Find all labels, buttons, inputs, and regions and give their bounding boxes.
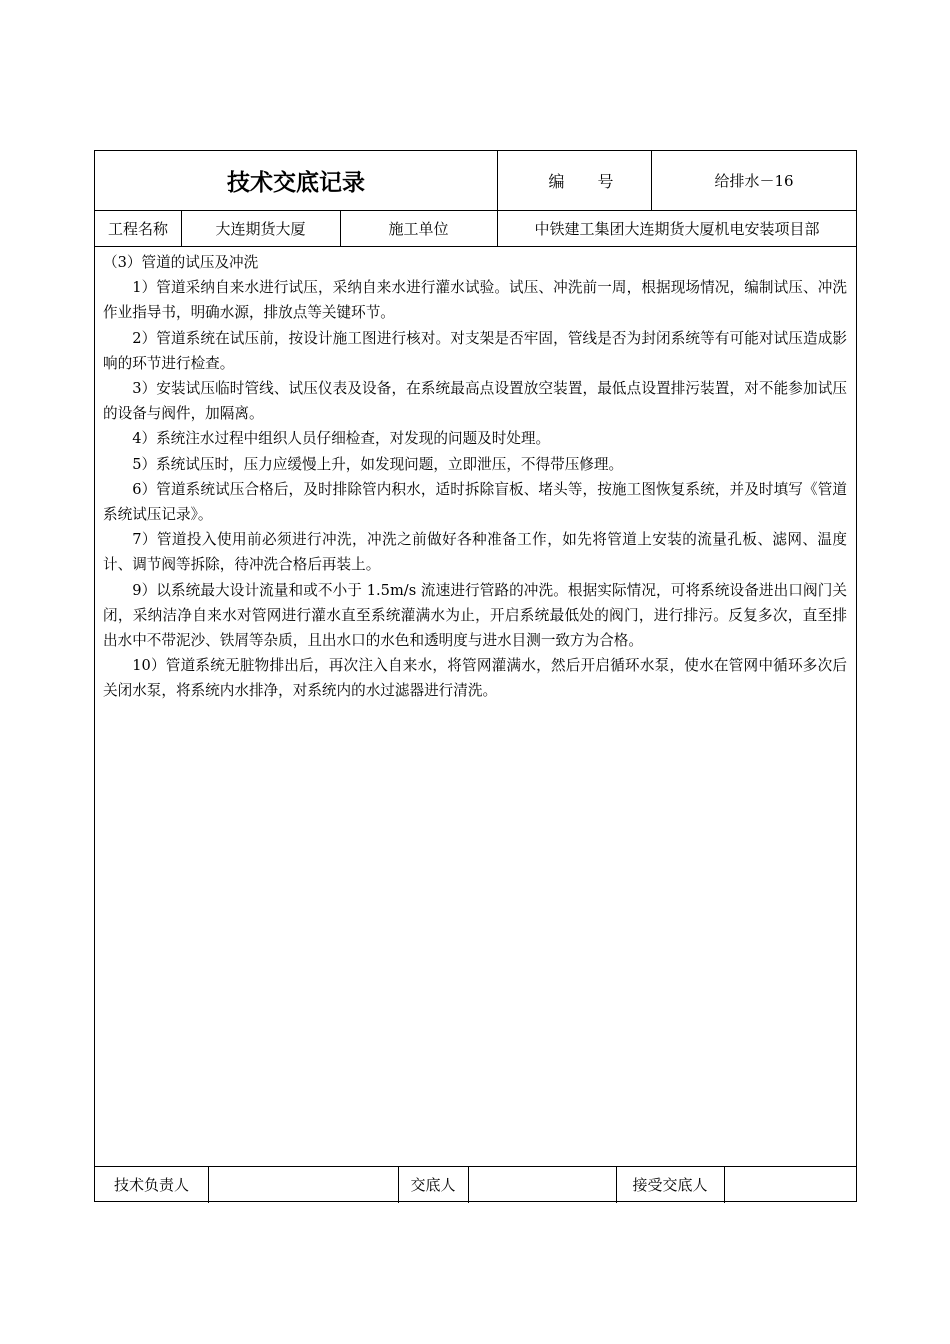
content-paragraph: 6）管道系统试压合格后，及时排除管内积水，适时拆除盲板、堵头等，按施工图恢复系统，并及时填写《管道系统试压记录》。 <box>103 480 847 524</box>
content-paragraph: 1）管道采纳自来水进行试压，采纳自来水进行灌水试验。试压、冲洗前一周，根据现场情况，编制试压、冲洗作业指导书，明确水源，排放点等关键环节。 <box>103 279 847 322</box>
content-paragraph: 7）管道投入使用前必须进行冲洗，冲洗之前做好各种准备工作，如先将管道上安装的流量孔板、滤网、温度计、调节阀等拆除，待冲洗合格后再装上。 <box>103 531 847 574</box>
contractor-value: 中铁建工集团大连期货大厦机电安装项目部 <box>534 219 820 238</box>
content-paragraph: 4）系统注水过程中组织人员仔细检查，对发现的问题及时处理。 <box>132 430 551 448</box>
content-heading: （3）管道的试压及冲洗 <box>103 254 259 271</box>
record-form <box>94 150 857 1202</box>
presenter-label: 交底人 <box>410 1176 456 1194</box>
receiver-label: 接受交底人 <box>632 1176 708 1194</box>
contractor-label: 施工单位 <box>388 219 449 238</box>
number-value: 给排水－16 <box>714 172 794 190</box>
disclosure-content <box>103 250 847 704</box>
content-paragraph: 10）管道系统无脏物排出后，再次注入自来水，将管网灌满水，然后开启循环水泵，使水在管网中循环多次后关闭水泵，将系统内水排净，对系统内的水过滤器进行清洗。 <box>103 657 847 700</box>
receiver-field[interactable] <box>724 1166 857 1203</box>
presenter-field[interactable] <box>468 1166 616 1203</box>
tech-lead-field[interactable] <box>208 1166 398 1203</box>
info-divider <box>95 246 856 247</box>
content-paragraph: 3）安装试压临时管线、试压仪表及设备，在系统最高点设置放空装置，最低点设置排污装置，对不能参加试压的设备与阀件，加隔离。 <box>103 380 847 423</box>
project-value: 大连期货大厦 <box>215 219 306 238</box>
tech-lead-label: 技术负责人 <box>113 1176 189 1194</box>
page-title: 技术交底记录 <box>227 170 365 196</box>
number-label: 编 号 <box>548 172 628 191</box>
project-label: 工程名称 <box>107 219 168 238</box>
content-paragraph: 9）以系统最大设计流量和或不小于 1.5m/s 流速进行管路的冲洗。根据实际情况，可将系统设备进出口阀门关闭，采纳洁净自来水对管网进行灌水直至系统灌满水为止，开启系统最低处的阀门，进行排污。反复多次，直至排出水中不带泥沙、铁屑等杂质，且出水口的水色和透明度与进水目测一致方为合格。 <box>103 581 847 650</box>
content-paragraph: 2）管道系统在试压前，按设计施工图进行核对。对支架是否牢固，管线是否为封闭系统等有可能对试压造成影响的环节进行检查。 <box>103 329 847 372</box>
content-paragraph: 5）系统试压时，压力应缓慢上升，如发现问题，立即泄压，不得带压修理。 <box>132 455 624 473</box>
